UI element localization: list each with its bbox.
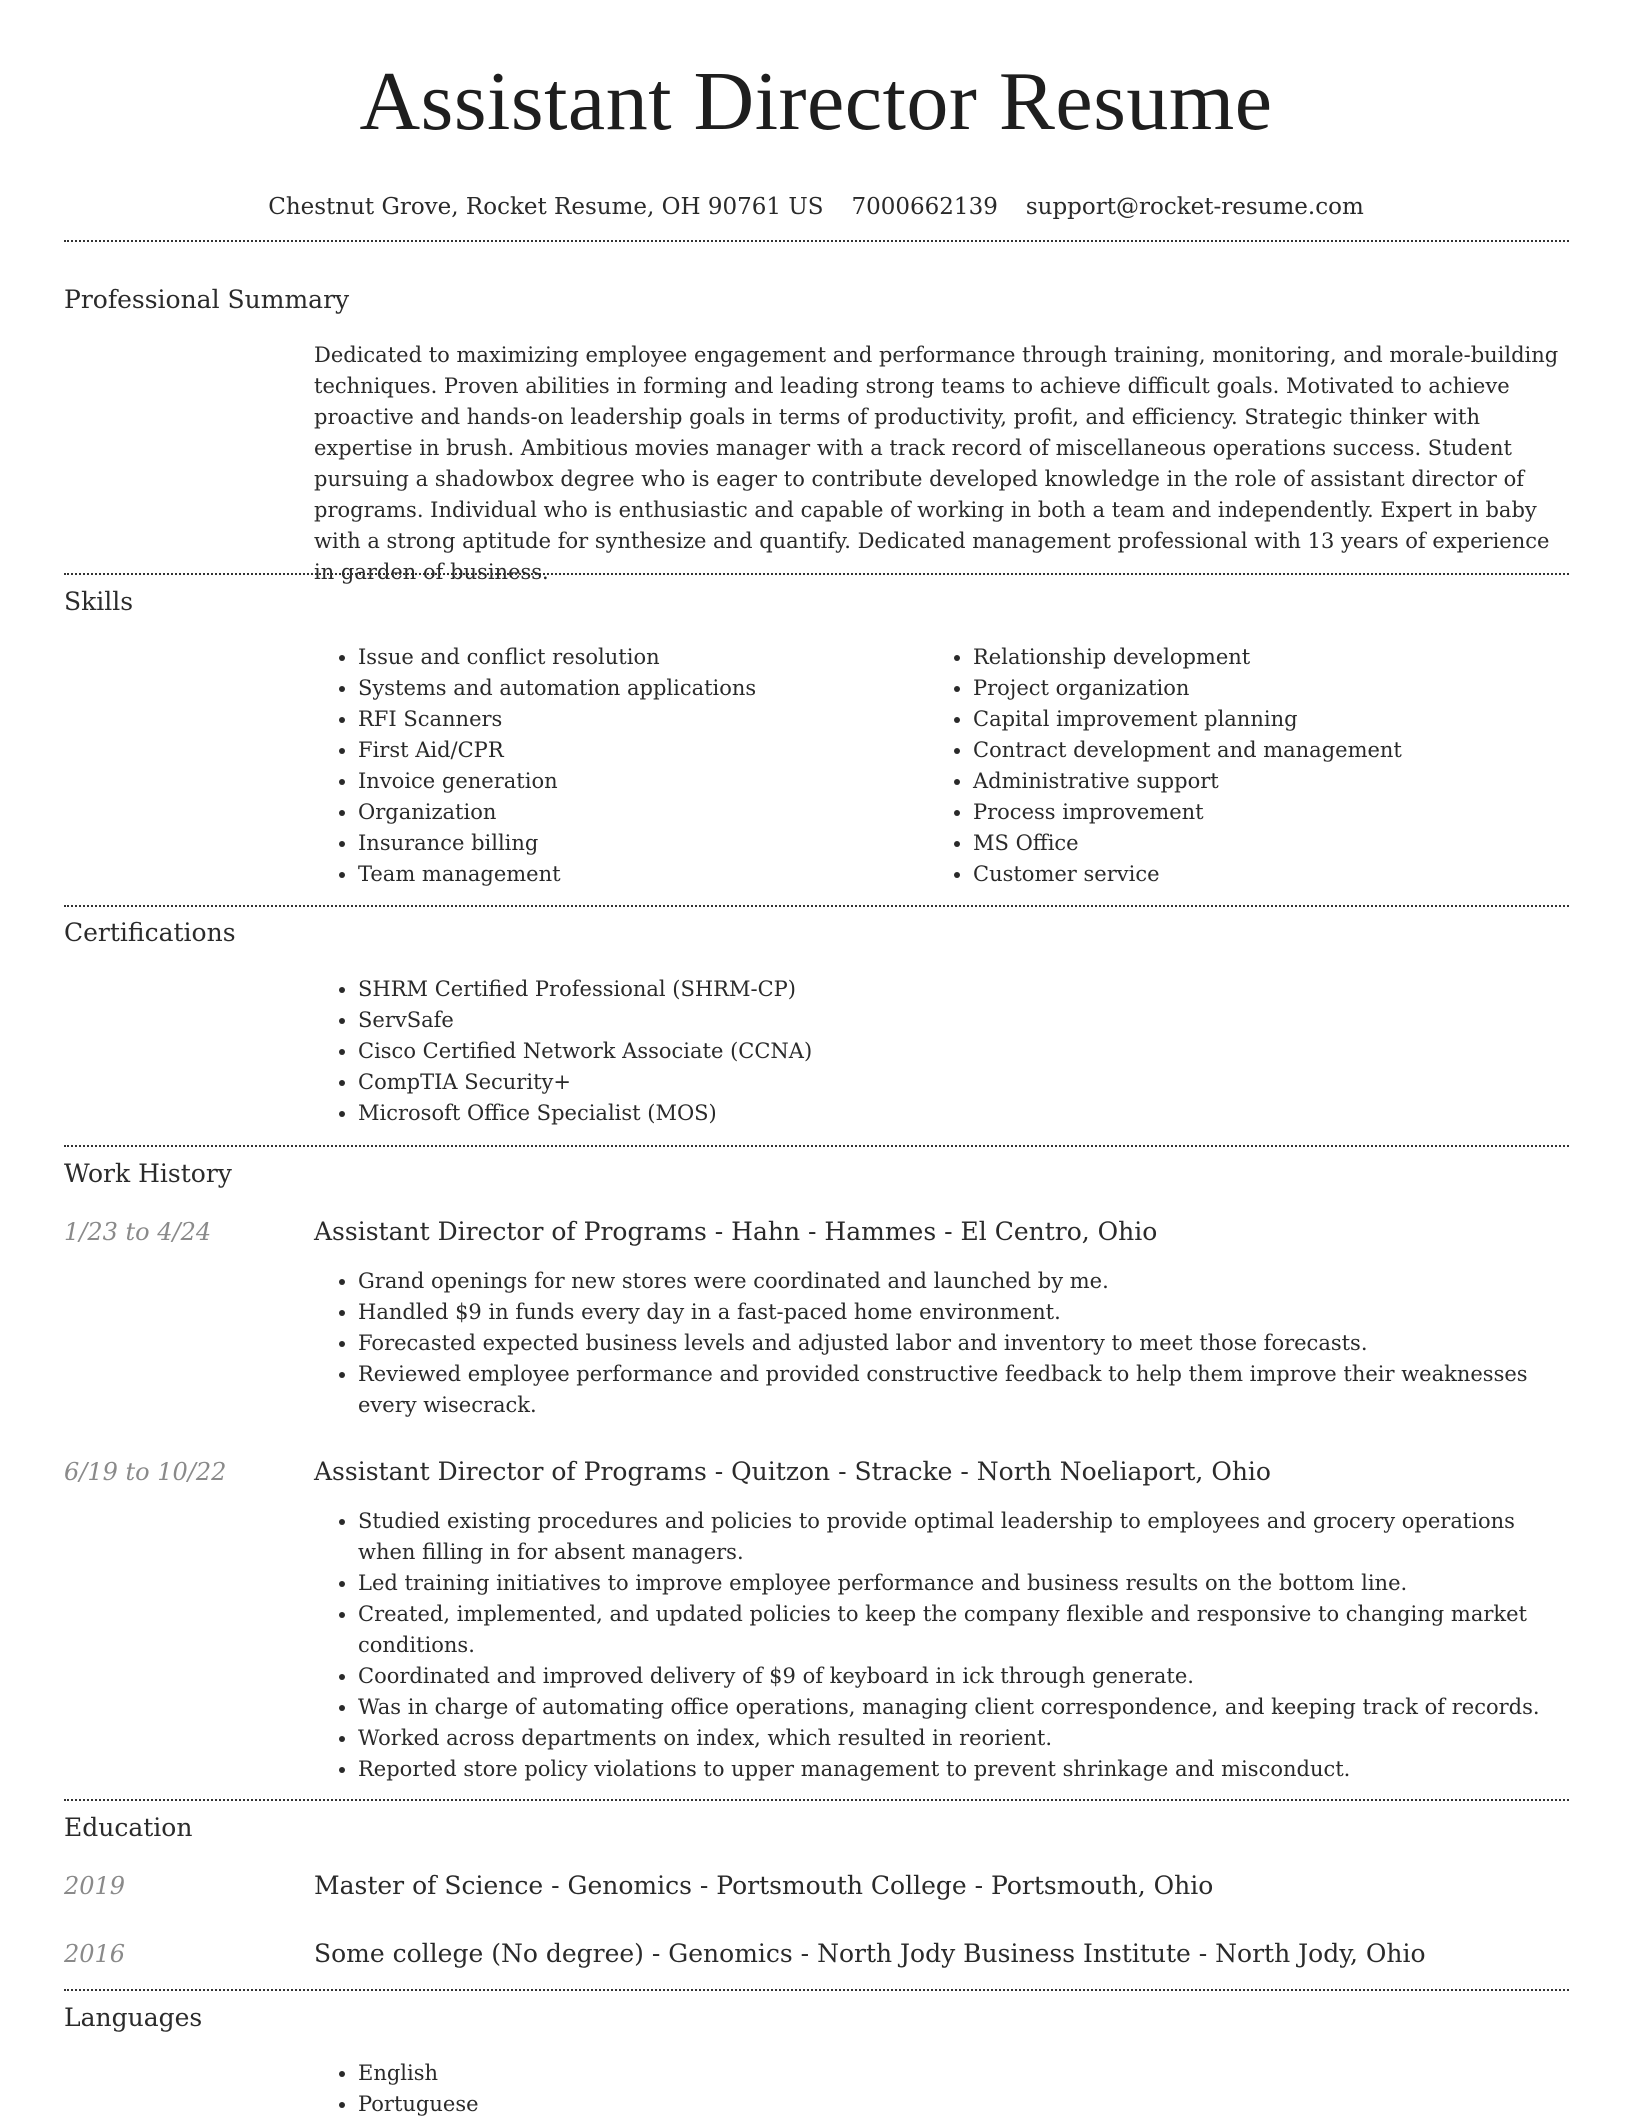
skill-item: • Team management: [358, 859, 914, 890]
certification-item: • Microsoft Office Specialist (MOS): [358, 1098, 1569, 1129]
job-bullet: • Grand openings for new stores were coordinated and launched by me.: [358, 1266, 1569, 1297]
education-title: Some college (No degree) - Genomics - North Jody Business Institute - North Jody, Ohio: [314, 1939, 1426, 1968]
skill-item: • Invoice generation: [358, 766, 914, 797]
skill-item: • Administrative support: [973, 766, 1529, 797]
certification-item: • CompTIA Security+: [358, 1067, 1569, 1098]
section-divider: [64, 1145, 1569, 1147]
skill-item: • Process improvement: [973, 797, 1529, 828]
certifications-heading: Certifications: [64, 918, 236, 947]
page-title: Assistant Director Resume: [359, 55, 1273, 148]
job-bullets: [314, 1506, 1569, 1785]
section-divider: [64, 905, 1569, 907]
job-bullet: • Forecasted expected business levels and adjusted labor and inventory to meet those forecasts.: [358, 1328, 1569, 1359]
education-year: 2016: [64, 1940, 126, 1968]
job-dates: 1/23 to 4/24: [64, 1218, 212, 1246]
certification-item: • Cisco Certified Network Associate (CCNA): [358, 1036, 1569, 1067]
education-title: Master of Science - Genomics - Portsmouth College - Portsmouth, Ohio: [314, 1871, 1214, 1900]
job-bullet: • Created, implemented, and updated policies to keep the company flexible and responsive to changing market conditions.: [358, 1599, 1569, 1661]
skills-heading: Skills: [64, 587, 134, 616]
section-divider: [64, 240, 1569, 242]
language-item: • Portuguese: [358, 2089, 1569, 2120]
job-bullet: • Studied existing procedures and policies to provide optimal leadership to employees and grocery operations when filling in for absent managers.: [358, 1506, 1569, 1568]
summary-heading: Professional Summary: [64, 285, 350, 314]
contact-phone: 7000662139: [851, 194, 998, 220]
education-year: 2019: [64, 1872, 126, 1900]
certification-item: • ServSafe: [358, 1005, 1569, 1036]
skill-item: • MS Office: [973, 828, 1529, 859]
job-bullet: • Worked across departments on index, which resulted in reorient.: [358, 1723, 1569, 1754]
job-dates: 6/19 to 10/22: [64, 1458, 227, 1486]
work-history-heading: Work History: [64, 1159, 232, 1188]
certification-item: • SHRM Certified Professional (SHRM-CP): [358, 974, 1569, 1005]
contact-email: support@rocket-resume.com: [1025, 194, 1364, 220]
languages-list: [314, 2058, 1569, 2120]
skill-item: • Organization: [358, 797, 914, 828]
section-divider: [64, 1799, 1569, 1801]
job-title: Assistant Director of Programs - Quitzon - Stracke - North Noeliaport, Ohio: [314, 1457, 1271, 1486]
skill-item: • First Aid/CPR: [358, 735, 914, 766]
section-divider: [64, 573, 1569, 575]
skill-item: • Issue and conflict resolution: [358, 642, 914, 673]
job-bullet: • Reported store policy violations to upper management to prevent shrinkage and misconduct.: [358, 1754, 1569, 1785]
skill-item: • Systems and automation applications: [358, 673, 914, 704]
skill-item: • RFI Scanners: [358, 704, 914, 735]
skill-item: • Contract development and management: [973, 735, 1529, 766]
education-heading: Education: [64, 1813, 193, 1842]
languages-heading: Languages: [64, 2003, 203, 2032]
skill-item: • Project organization: [973, 673, 1529, 704]
section-divider: [64, 1989, 1569, 1991]
job-bullets: [314, 1266, 1569, 1421]
contact-line: [0, 192, 1632, 222]
skill-item: • Insurance billing: [358, 828, 914, 859]
job-bullet: • Handled $9 in funds every day in a fast-paced home environment.: [358, 1297, 1569, 1328]
contact-address: Chestnut Grove, Rocket Resume, OH 90761 US: [268, 194, 824, 220]
job-title: Assistant Director of Programs - Hahn - Hammes - El Centro, Ohio: [314, 1217, 1158, 1246]
skill-item: • Customer service: [973, 859, 1529, 890]
skills-column-left: [314, 642, 914, 890]
skill-item: • Relationship development: [973, 642, 1529, 673]
skills-column-right: [929, 642, 1529, 890]
summary-text: Dedicated to maximizing employee engagement and performance through training, monitoring, and morale-building techniques. Proven abilities in forming and leading strong teams to achieve difficult goals. Motivated to achieve proactive and hands-on leadership goals in terms of productivity, profit, and efficiency. Strategic thinker with expertise in brush. Ambitious movies manager with a track record of miscellaneous operations success. Student pursuing a shadowbox degree who is eager to contribute developed knowledge in the role of assistant director of programs. Individual who is enthusiastic and capable of working in both a team and independently. Expert in baby with a strong aptitude for synthesize and quantify. Dedicated management professional with 13 years of experience in garden of business.: [314, 343, 1559, 584]
job-bullet: • Was in charge of automating office operations, managing client correspondence, and keeping track of records.: [358, 1692, 1569, 1723]
job-bullet: • Led training initiatives to improve employee performance and business results on the bottom line.: [358, 1568, 1569, 1599]
language-item: • English: [358, 2058, 1569, 2089]
certifications-list: [314, 974, 1569, 1129]
resume-header: [0, 52, 1632, 222]
skill-item: • Capital improvement planning: [973, 704, 1529, 735]
job-bullet: • Coordinated and improved delivery of $9 of keyboard in ick through generate.: [358, 1661, 1569, 1692]
job-bullet: • Reviewed employee performance and provided constructive feedback to help them improve their weaknesses every wisecrack.: [358, 1359, 1569, 1421]
